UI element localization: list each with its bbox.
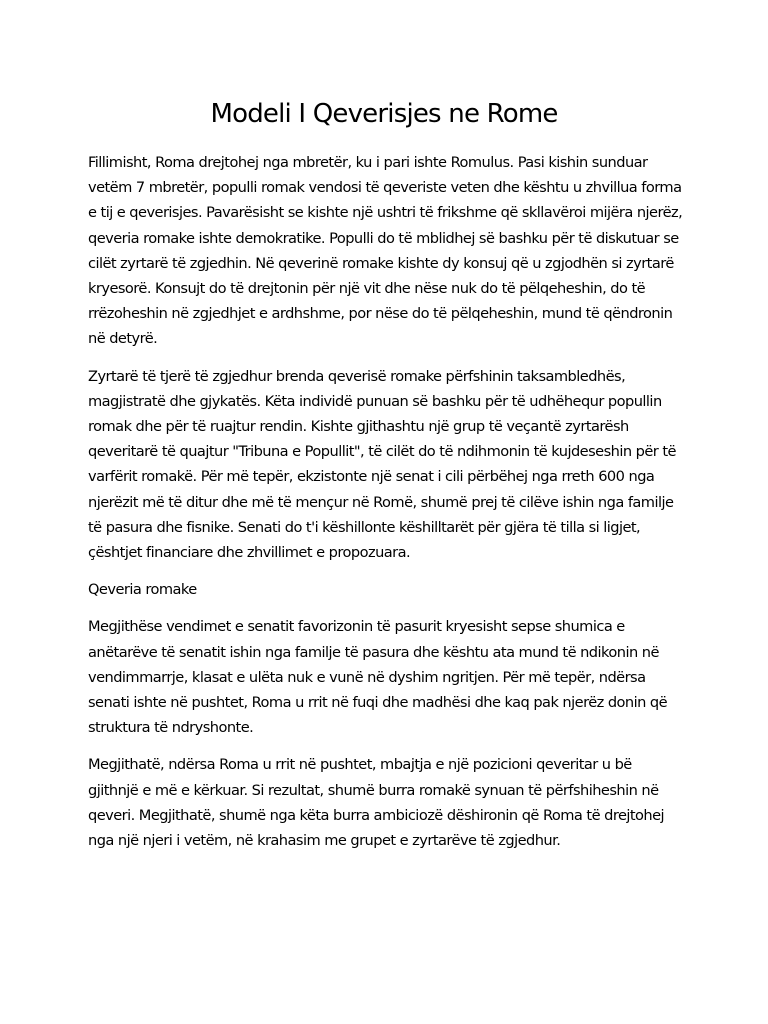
paragraph-ambition: Megjithatë, ndërsa Roma u rrit në pushtet, mbajtja e një pozicioni qeveritar u bë gjithnjë e më e kërkuar. Si rezultat, shumë burra romakë synuan të përfshiheshin në qeveri. Megjithatë, shumë nga këta burra ambiciozë dëshironin që Roma të drejtohej nga një njeri i vetëm, në krahasim me grupet e zyrtarëve të zgjedhur.	[88, 756, 665, 850]
paragraph-intro: Fillimisht, Roma drejtohej nga mbretër, ku i pari ishte Romulus. Pasi kishin sunduar vetëm 7 mbretër, populli romak vendosi të qeveriste veten dhe kështu u zhvillua forma e tij e qeverisjes. Pavarësisht se kishte një ushtri të frikshme që skllavëroi mijëra njerëz, qeveria romake ishte demokratike. Populli do të mblidhej së bashku për të diskutuar se cilët zyrtarë të zgjedhin. Në qeverinë romake kishte dy konsuj që u zgjodhën si zyrtarë kryesorë. Konsujt do të drejtonin për një vit dhe nëse nuk do të pëlqeheshin, do të rrëzoheshin në zgjedhjet e ardhshme, por nëse do të pëlqeheshin, mund të qëndronin në detyrë.	[88, 154, 683, 348]
document-body	[88, 150, 684, 865]
document-title: Modeli I Qeverisjes ne Rome	[210, 99, 558, 129]
paragraph-senate: Megjithëse vendimet e senatit favorizonin të pasurit kryesisht sepse shumica e anëtarëve të senatit ishin nga familje të pasura dhe kështu ata mund të ndikonin në vendimmarrje, klasat e ulëta nuk e vunë në dyshim ngritjen. Për më tepër, ndërsa senati ishte në pushtet, Roma u rrit në fuqi dhe madhësi dhe kaq pak njerëz donin që struktura të ndryshonte.	[88, 618, 668, 737]
section-heading: Qeveria romake	[88, 581, 197, 599]
paragraph-officials: Zyrtarë të tjerë të zgjedhur brenda qeverisë romake përfshinin taksambledhës, magjistratë dhe gjykatës. Këta individë punuan së bashku për të udhëhequr popullin romak dhe për të ruajtur rendin. Kishte gjithashtu një grup të veçantë zyrtarësh qeveritarë të quajtur "Tribuna e Popullit", të cilët do të ndihmonin të kujdeseshin për të varfërit romakë. Për më tepër, ekzistonte një senat i cili përbëhej nga rreth 600 nga njerëzit më të ditur dhe më të mençur në Romë, shumë prej të cilëve ishin nga familje të pasura dhe fisnike. Senati do t'i këshillonte këshilltarët për gjëra të tilla si ligjet, çështjet financiare dhe zhvillimet e propozuara.	[88, 367, 676, 562]
